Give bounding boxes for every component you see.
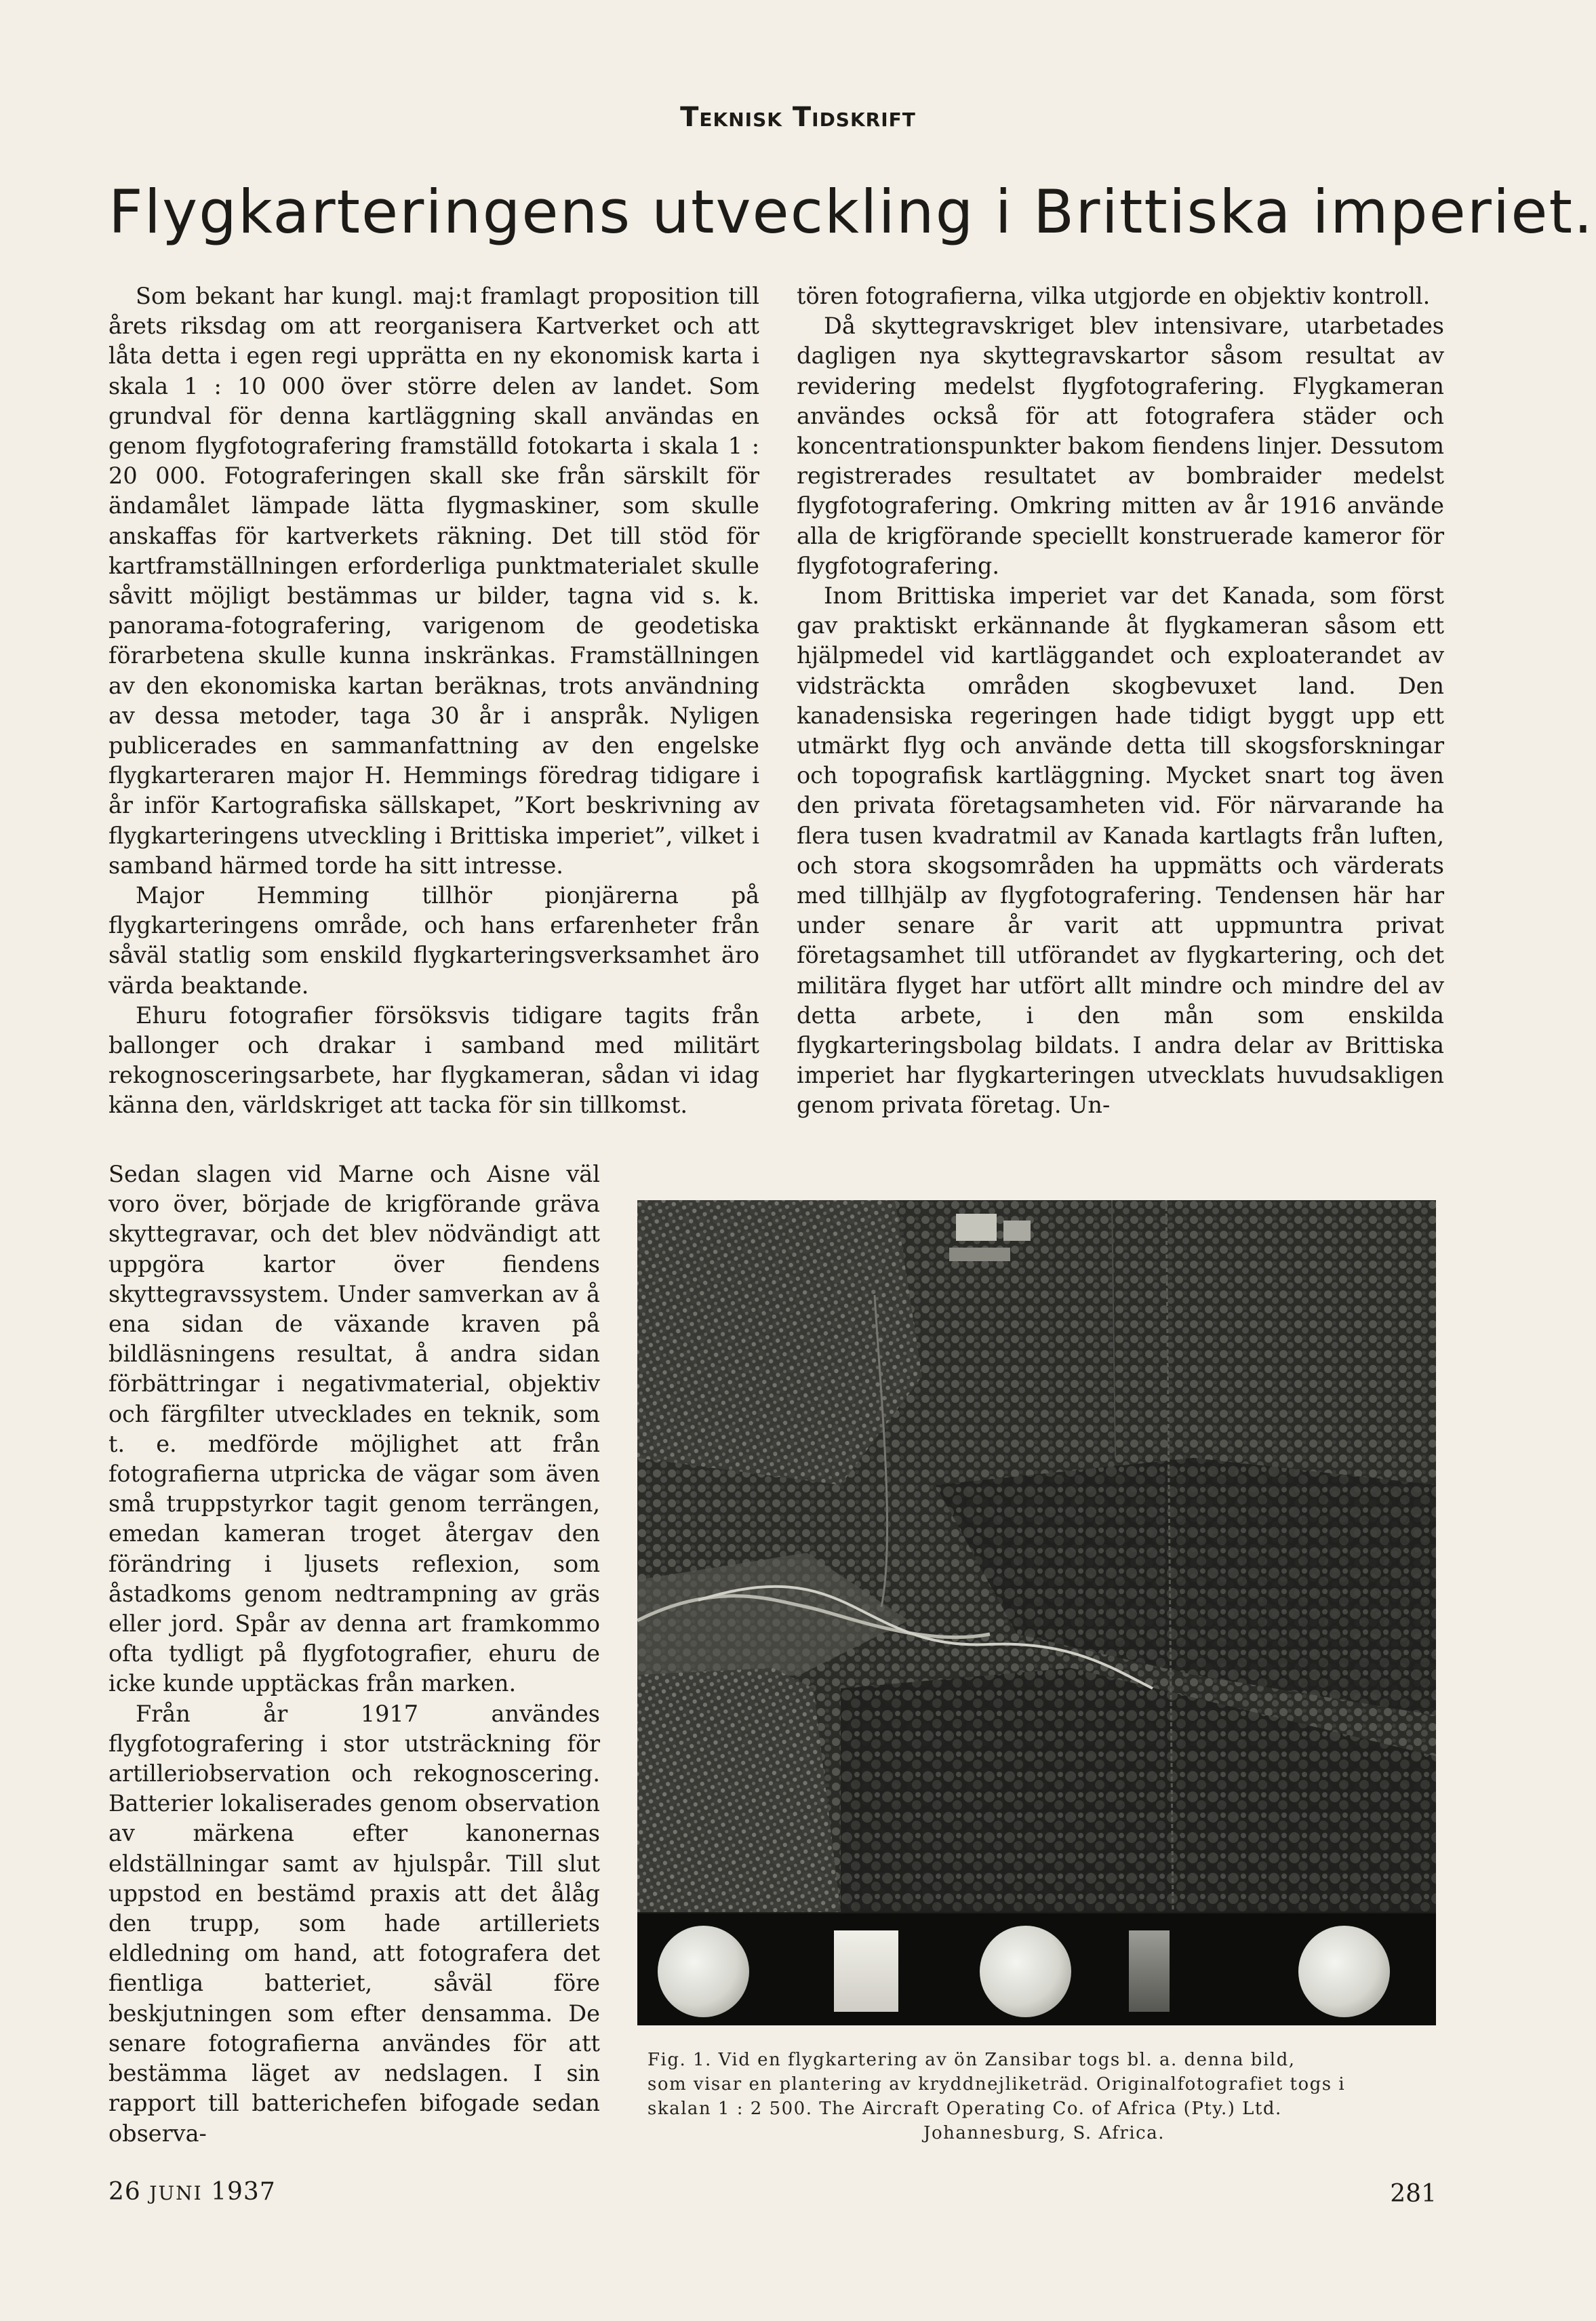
page-number: 281 [1390,2180,1437,2208]
paragraph: tören fotografierna, vilka utgjorde en objektiv kontroll. [797,283,1431,309]
paragraph: Då skyttegravskriget blev intensivare, utarbetades dagligen nya skyttegravskartor såsom resultat av revidering medelst flygfotografering. Flygkameran användes också för att fotografera städer och koncentrationspunkter bakom fiendens linjer. Dessutom registrerades resultatet av bombraider medelst flygfotografering. Omkring mitten av år 1916 använde alla de krigförande speciellt konstruerade kameror för flygfotografering. [797,313,1444,579]
clock-gauge-icon [658,1926,749,2017]
left-narrow-column [108,1159,600,2149]
caption-line: skalan 1 : 2 500. The Aircraft Operating Co. of Africa (Pty.) Ltd. [647,2099,1282,2119]
figure-aerial-photo [637,1200,1436,2025]
paragraph: Sedan slagen vid Marne och Aisne väl voro över, började de krigförande gräva skyttegravar, och det blev nödvändigt att uppgöra kartor över fiendens skyttegravssystem. Under samverkan av å ena sidan de växande kraven på bildläsningens resultat, å andra sidan förbättringar i negativmaterial, objektiv och färgfilter utvecklades en teknik, som t. e. medförde möjlighet att från fotografierna utpricka de vägar som även små truppstyrkor tagit genom terrängen, emedan kameran troget återgav den förändring i ljusets reflexion, som åstadkoms genom nedtrampning av gräs eller jord. Spår av denna art framkommo ofta tydligt på flygfotografier, ehuru de icke kunde upptäckas från marken. [108,1161,600,1697]
left-column [108,281,759,1121]
paragraph: Ehuru fotografier försöksvis tidigare tagits från ballonger och drakar i samband med militärt rekognosceringsarbete, har flygkameran, sådan vi idag känna den, världskriget att tacka för sin tillkomst. [108,1001,759,1119]
compass-gauge-icon [980,1926,1071,2017]
aerial-photograph [637,1200,1436,1912]
caption-line: som visar en plantering av kryddnejliketräd. Originalfotografiet togs i [647,2074,1346,2095]
issue-month: JUNI [149,2182,203,2204]
article-headline: Flygkarteringens utveckling i Brittiska imperiet. [108,177,1594,247]
issue-year: 1937 [211,2178,276,2206]
counter-icon [1129,1930,1170,2012]
caption-line: Johannesburg, S. Africa. [923,2123,1165,2143]
paragraph: Som bekant har kungl. maj:t framlagt proposition till årets riksdag om att reorganisera Kartverket och att låta detta i egen regi upprätta en ny ekonomisk karta i skala 1 : 10 000 över större delen av landet. Som grundval för denna kartläggning skall användas en genom flygfotografering framställd fotokarta i skala 1 : 20 000. Fotograferingen skall ske från särskilt för ändamålet lämpade lätta flygmaskiner, som skulle anskaffas för kartverkets räkning. Det till stöd för kartframställningen erforderliga punktmaterialet skulle såvitt möjligt bestämmas ur bilder, tagna vid s. k. panorama-fotografering, varigenom de geodetiska förarbetena skulle kunna inskränkas. Framställningen av den ekonomiska kartan beräknas, trots användning av dessa metoder, taga 30 år i anspråk. Nyligen publicerades en sammanfattning av den engelske flygkarteraren major H. Hemmings föredrag tidigare i år inför Kartografiska sällskapet, ”Kort beskrivning av flygkarteringens utveckling i Brittiska imperiet”, vilket i samband härmed torde ha sitt intresse. [108,283,759,879]
film-label-icon [834,1930,898,2012]
figure-caption [647,2048,1441,2145]
right-column [797,281,1444,1121]
dial-gauge-icon [1298,1926,1390,2017]
running-head: Teknisk Tidskrift [680,102,916,133]
caption-line: Fig. 1. Vid en flygkartering av ön Zansibar togs bl. a. denna bild, [647,2050,1296,2070]
paragraph: Från år 1917 användes flygfotografering i stor utsträckning för artilleriobservation och rekognoscering. Batterier lokaliserades genom observation av märkena efter kanonernas eldställningar samt av hjulspår. Till slut uppstod en bestämd praxis att det ålåg den trupp, som hade artilleriets eldledning om hand, att fotografera det fientliga batteriet, såväl före beskjutningen som efter densamma. De senare fotografierna användes för att bestämma läget av nedslagen. I sin rapport till batterichefen bifogade sedan observa- [108,1700,600,2147]
issue-day: 26 [108,2178,141,2206]
paragraph: Inom Brittiska imperiet var det Kanada, som först gav praktiskt erkännande åt flygkameran såsom ett hjälpmedel vid kartläggandet och exploaterandet av vidsträckta områden skogbevuxet land. Den kanadensiska regeringen hade tidigt byggt upp ett utmärkt flyg och använde detta till skogsforskningar och topografisk kartläggning. Mycket snart tog även den privata företagsamheten vid. För närvarande ha flera tusen kvadratmil av Kanada kartlagts från luften, och stora skogsområden ha uppmätts och värderats med tillhjälp av flygfotografering. Tendensen här har under senare år varit att uppmuntra privat företagsamhet till utförandet av flygkartering, och det militära flyget har utfört allt mindre och mindre del av detta arbete, i den mån som enskilda flygkarteringsbolag bildats. I andra delar av Brittiska imperiet har flygkarteringen utvecklats huvudsakligen genom privata företag. Un- [797,582,1444,1119]
paragraph: Major Hemming tillhör pionjärerna på flygkarteringens område, och hans erfarenheter från såväl statlig som enskild flygkarteringsverksamhet äro värda beaktande. [108,882,759,999]
issue-date [108,2178,276,2206]
instrument-strip [637,1913,1436,2025]
